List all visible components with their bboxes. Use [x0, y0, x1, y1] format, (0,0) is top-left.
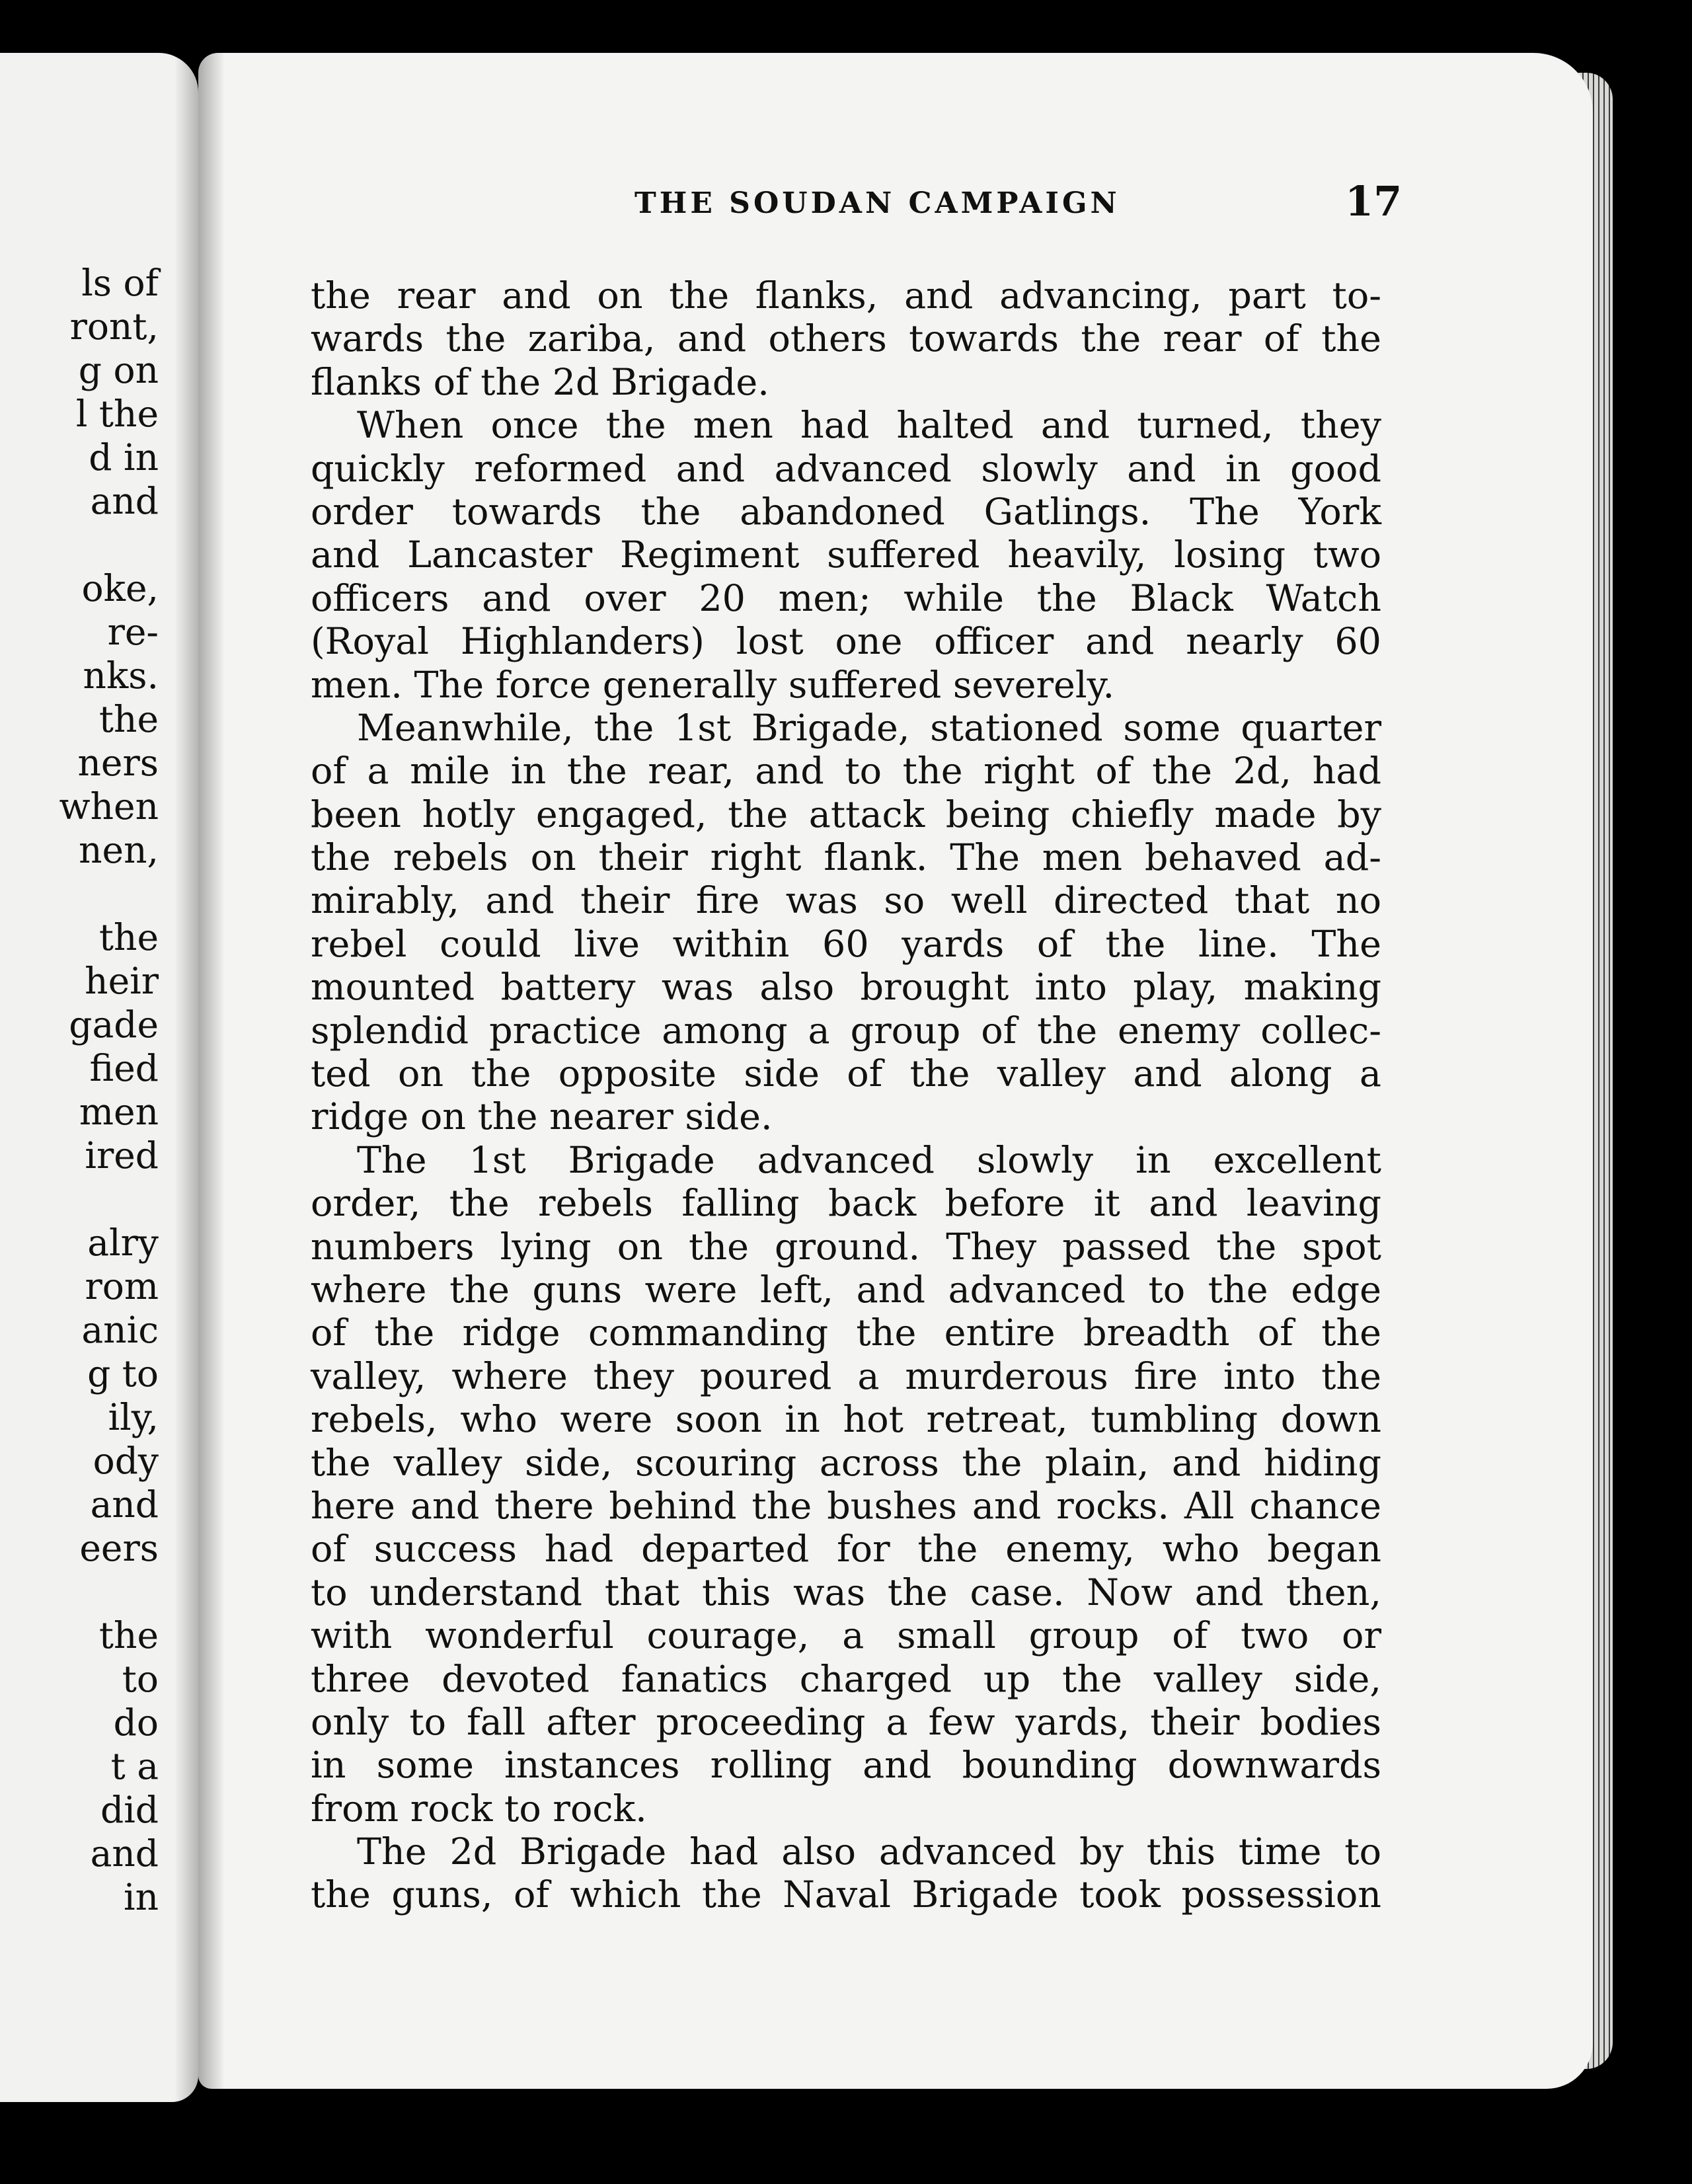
text-line: of success had departed for the enemy, who began: [311, 1528, 1381, 1571]
previous-page-line-fragment: eers: [79, 1527, 159, 1569]
text-line: rebel could live within 60 yards of the line. The: [311, 922, 1381, 966]
previous-page-line-fragment: nks.: [83, 654, 159, 697]
text-line: flanks of the 2d Brigade.: [311, 360, 769, 404]
text-line: the guns, of which the Naval Brigade took possession: [311, 1873, 1381, 1917]
text-line: of a mile in the rear, and to the right of the 2d, had: [311, 750, 1381, 793]
previous-page-line-fragment: [59, 872, 159, 916]
text-line: only to fall after proceeding a few yards, their bodies: [311, 1700, 1381, 1744]
previous-page-line-fragment: and: [90, 1483, 159, 1526]
text-line: the valley side, scouring across the plain, and hiding: [311, 1441, 1381, 1485]
previous-page-line-fragment: did: [100, 1789, 159, 1831]
text-line: numbers lying on the ground. They passed the spot: [311, 1225, 1381, 1268]
text-line: ridge on the nearer side.: [311, 1095, 773, 1139]
page-fold-shadow: [198, 53, 225, 2089]
previous-page-line-fragment: men: [79, 1091, 159, 1133]
text-line: of the ridge commanding the entire breadth of the: [311, 1311, 1381, 1355]
previous-page-line-fragment: gade: [69, 1003, 159, 1046]
previous-page-line-fragment: oke,: [81, 567, 159, 609]
text-line: with wonderful courage, a small group of two or: [311, 1614, 1381, 1658]
text-line: to understand that this was the case. Now and then,: [311, 1571, 1381, 1614]
previous-page-line-fragment: the: [98, 1614, 159, 1657]
book-gutter-shadow: [174, 53, 198, 2102]
text-line: the rear and on the flanks, and advancing, part to-: [311, 274, 1381, 317]
text-line: wards the zariba, and others towards the rear of the: [311, 317, 1381, 361]
text-line: When once the men had halted and turned, they: [357, 404, 1381, 448]
text-line: from rock to rock.: [311, 1787, 647, 1830]
running-head: THE SOUDAN CAMPAIGN: [634, 186, 1120, 220]
text-line: officers and over 20 men; while the Black Watch: [311, 576, 1381, 620]
page-number: 17: [1345, 177, 1403, 225]
text-line: where the guns were left, and advanced to the edge: [311, 1268, 1381, 1311]
previous-page-line-fragment: [59, 523, 159, 566]
previous-page-line-fragment: ired: [85, 1134, 159, 1177]
body-text: [311, 274, 1381, 1917]
previous-page-line-fragment: rom: [85, 1265, 159, 1307]
previous-page-line-fragment: t a: [110, 1745, 159, 1787]
text-line: mounted battery was also brought into play, making: [311, 966, 1381, 1009]
previous-page-line-fragment: ls of: [81, 262, 159, 304]
previous-page-text: [59, 261, 159, 1919]
previous-page-line-fragment: to: [122, 1658, 159, 1700]
text-line: (Royal Highlanders) lost one officer and nearly 60: [311, 620, 1381, 664]
text-line: valley, where they poured a murderous fire into the: [311, 1354, 1381, 1398]
text-line: in some instances rolling and bounding downwards: [311, 1744, 1381, 1787]
text-line: been hotly engaged, the attack being chiefly made by: [311, 793, 1381, 836]
previous-page-line-fragment: ners: [77, 742, 159, 784]
text-line: men. The force generally suffered severely.: [311, 663, 1115, 707]
previous-page-line-fragment: when: [59, 785, 159, 828]
previous-page-line-fragment: g on: [78, 349, 159, 391]
previous-page-line-fragment: l the: [75, 393, 159, 435]
previous-page-line-fragment: the: [98, 698, 159, 740]
text-line: three devoted fanatics charged up the valley side,: [311, 1657, 1381, 1701]
previous-page-line-fragment: ody: [93, 1440, 159, 1482]
text-line: and Lancaster Regiment suffered heavily, losing two: [311, 533, 1381, 577]
text-line: ted on the opposite side of the valley and along a: [311, 1052, 1381, 1096]
text-line: rebels, who were soon in hot retreat, tumbling down: [311, 1398, 1381, 1442]
previous-page-line-fragment: d in: [89, 436, 159, 479]
text-line: Meanwhile, the 1st Brigade, stationed some quarter: [357, 706, 1381, 750]
previous-page-line-fragment: g to: [87, 1352, 159, 1395]
previous-page-line-fragment: anic: [81, 1309, 159, 1351]
text-line: The 2d Brigade had also advanced by this time to: [357, 1830, 1381, 1874]
previous-page-line-fragment: the: [98, 916, 159, 958]
previous-page-line-fragment: and: [90, 480, 159, 522]
previous-page-line-fragment: [59, 1177, 159, 1221]
text-line: splendid practice among a group of the enemy collec-: [311, 1009, 1381, 1052]
previous-page-line-fragment: in: [123, 1876, 159, 1918]
previous-page-line-fragment: nen,: [79, 829, 159, 871]
previous-page-line-fragment: and: [90, 1832, 159, 1875]
text-line: the rebels on their right flank. The men behaved ad-: [311, 836, 1381, 880]
text-line: order, the rebels falling back before it and leaving: [311, 1182, 1381, 1226]
previous-page-line-fragment: ront,: [69, 305, 159, 348]
text-line: quickly reformed and advanced slowly and in good: [311, 447, 1381, 490]
previous-page-line-fragment: fied: [89, 1047, 159, 1089]
previous-page-line-fragment: re-: [107, 611, 159, 653]
previous-page-line-fragment: alry: [87, 1222, 159, 1264]
text-line: mirably, and their fire was so well directed that no: [311, 879, 1381, 923]
text-line: The 1st Brigade advanced slowly in excellent: [357, 1138, 1381, 1182]
previous-page-line-fragment: do: [113, 1701, 159, 1744]
previous-page-line-fragment: ily,: [108, 1396, 159, 1438]
previous-page: [0, 53, 198, 2102]
text-line: here and there behind the bushes and rocks. All chance: [311, 1484, 1381, 1528]
previous-page-line-fragment: heir: [85, 960, 159, 1002]
previous-page-line-fragment: [59, 1570, 159, 1614]
text-line: order towards the abandoned Gatlings. The York: [311, 490, 1381, 533]
